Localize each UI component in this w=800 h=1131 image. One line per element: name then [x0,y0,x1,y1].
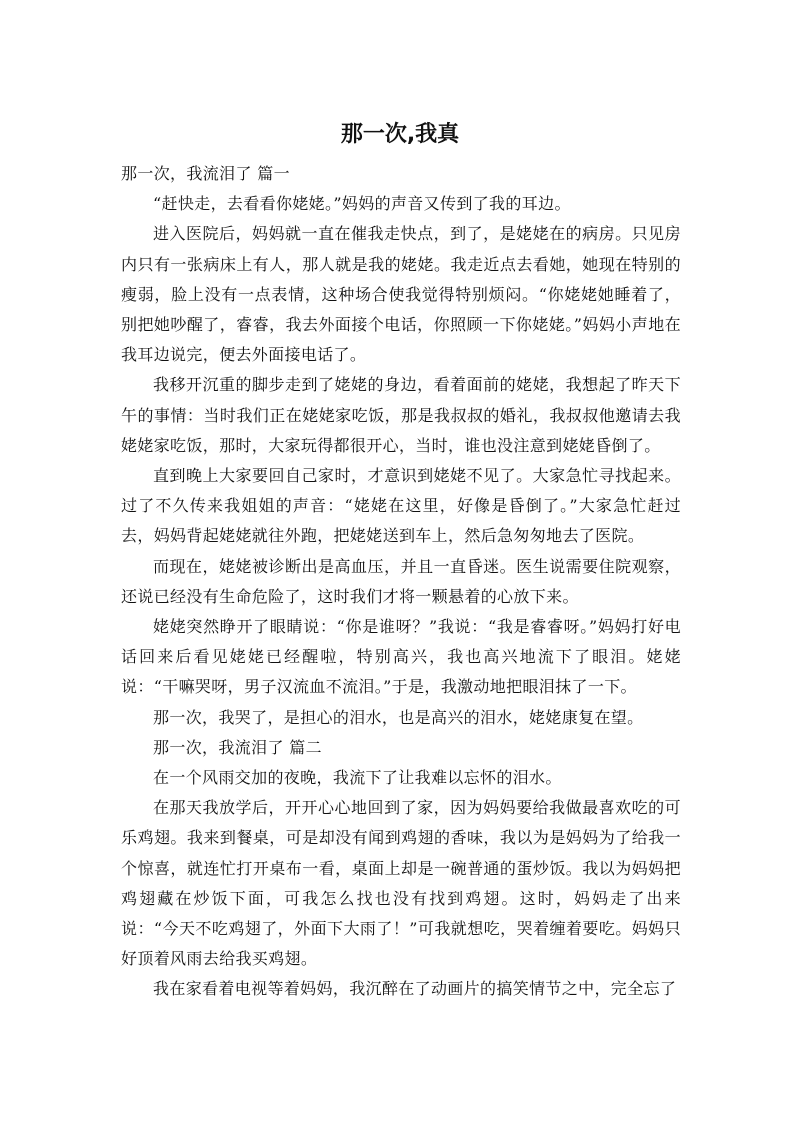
paragraph: “赶快走，去看看你姥姥。”妈妈的声音又传到了我的耳边。 [153,194,571,214]
paragraph: 在一个风雨交加的夜晚，我流下了让我难以忘怀的泪水。 [153,768,562,788]
paragraph-heading-2: 那一次，我流泪了 篇二 [153,737,322,757]
paragraph: 我移开沉重的脚步走到了姥姥的身边，看着面前的姥姥，我想起了昨天下午的事情：当时我们正在姥姥家吃饭，那是我叔叔的婚礼，我叔叔他邀请去我姥姥家吃饭，那时，大家玩得都很开心，当时，谁也没注意到姥姥昏倒了。 [121,375,681,455]
paragraph: 姥姥突然睁开了眼睛说：“你是谁呀？”我说：“我是睿睿呀。”妈妈打好电话回来后看见姥姥已经醒啦，特别高兴，我也高兴地流下了眼泪。姥姥说：“干嘛哭呀，男子汉流血不流泪。”于是，我激动地把眼泪抹了一下。 [121,617,681,697]
paragraph: 直到晚上大家要回自己家时，才意识到姥姥不见了。大家急忙寻找起来。过了不久传来我姐姐的声音：“姥姥在这里，好像是昏倒了。”大家急忙赶过去，妈妈背起姥姥就往外跑，把姥姥送到车上，然后急匆匆地去了医院。 [121,466,681,546]
paragraph-heading-1: 那一次，我流泪了 篇一 [121,164,290,183]
document-body [121,159,681,1005]
paragraph: 那一次，我哭了，是担心的泪水，也是高兴的泪水，姥姥康复在望。 [153,707,644,727]
paragraph: 进入医院后，妈妈就一直在催我走快点，到了，是姥姥在的病房。只见房内只有一张病床上有人，那人就是我的姥姥。我走近点去看她，她现在特别的瘦弱，脸上没有一点表情，这种场合使我觉得特别烦闷。“你姥姥她睡着了，别把她吵醒了，睿睿，我去外面接个电话，你照顾一下你姥姥。”妈妈小声地在我耳边说完，便去外面接电话了。 [121,224,681,365]
paragraph: 而现在，姥姥被诊断出是高血压，并且一直昏迷。医生说需要住院观察，还说已经没有生命危险了，这时我们才将一颗悬着的心放下来。 [121,556,681,606]
document-title: 那一次,我真 [340,122,460,147]
paragraph: 在那天我放学后，开开心心地回到了家，因为妈妈要给我做最喜欢吃的可乐鸡翅。我来到餐桌，可是却没有闻到鸡翅的香味，我以为是妈妈为了给我一个惊喜，就连忙打开桌布一看，桌面上却是一碗普通的蛋炒饭。我以为妈妈把鸡翅藏在炒饭下面，可我怎么找也没有找到鸡翅。这时，妈妈走了出来说：“今天不吃鸡翅了，外面下大雨了！”可我就想吃，哭着缠着要吃。妈妈只好顶着风雨去给我买鸡翅。 [121,798,681,969]
paragraph: 我在家看着电视等着妈妈，我沉醉在了动画片的搞笑情节之中，完全忘了 [153,979,677,999]
